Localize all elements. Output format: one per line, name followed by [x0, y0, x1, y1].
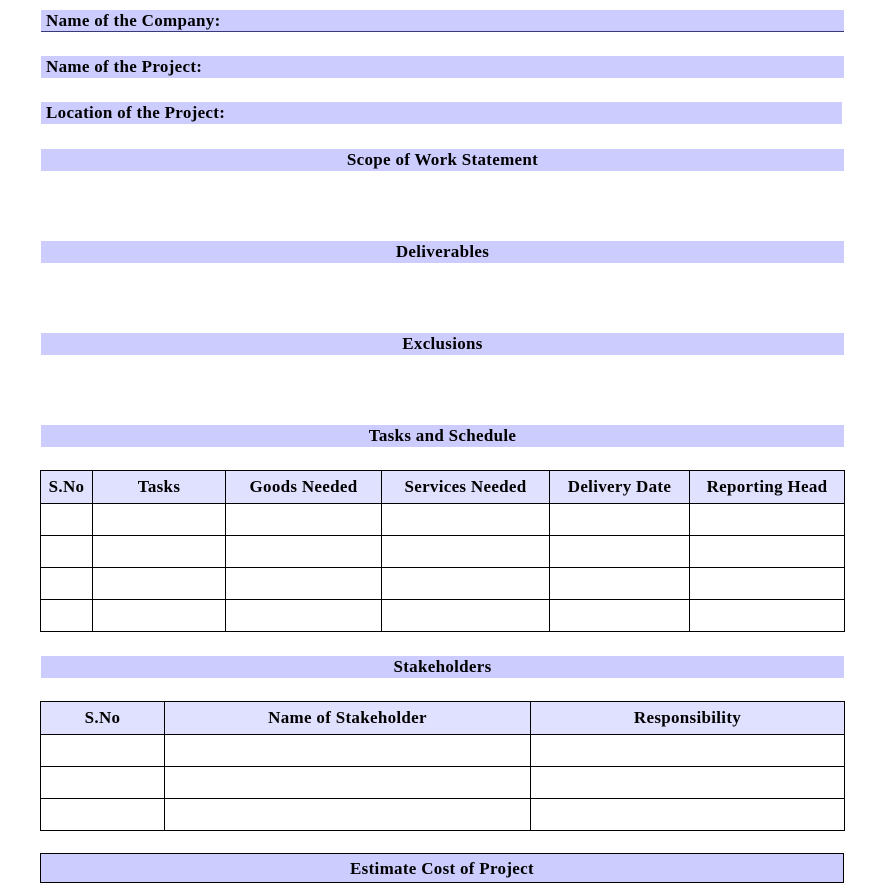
col-header-goods-needed: Goods Needed [226, 471, 382, 504]
table-cell[interactable] [382, 568, 550, 600]
table-cell[interactable] [41, 504, 93, 536]
table-row [41, 568, 845, 600]
table-row [41, 536, 845, 568]
tasks-schedule-heading: Tasks and Schedule [41, 425, 844, 447]
table-cell[interactable] [550, 600, 690, 632]
project-name-label: Name of the Project: [46, 57, 203, 76]
project-location-label: Location of the Project: [46, 103, 226, 122]
col-header-sno: S.No [41, 702, 165, 735]
table-cell[interactable] [93, 568, 226, 600]
table-cell[interactable] [226, 568, 382, 600]
table-row [41, 600, 845, 632]
table-cell[interactable] [550, 536, 690, 568]
table-cell[interactable] [531, 735, 845, 767]
table-cell[interactable] [165, 799, 531, 831]
stakeholders-table-header-row [41, 702, 845, 735]
table-row [41, 504, 845, 536]
table-cell[interactable] [531, 767, 845, 799]
table-cell[interactable] [41, 767, 165, 799]
table-cell[interactable] [226, 504, 382, 536]
col-header-sno: S.No [41, 471, 93, 504]
table-cell[interactable] [93, 600, 226, 632]
table-cell[interactable] [531, 799, 845, 831]
col-header-services-needed: Services Needed [382, 471, 550, 504]
table-cell[interactable] [41, 600, 93, 632]
col-header-responsibility: Responsibility [531, 702, 845, 735]
table-cell[interactable] [690, 504, 845, 536]
scope-heading: Scope of Work Statement [41, 149, 844, 171]
table-cell[interactable] [690, 600, 845, 632]
table-row [41, 799, 845, 831]
table-cell[interactable] [41, 799, 165, 831]
table-cell[interactable] [41, 536, 93, 568]
table-cell[interactable] [690, 568, 845, 600]
col-header-reporting-head: Reporting Head [690, 471, 845, 504]
table-cell[interactable] [226, 536, 382, 568]
table-row [41, 735, 845, 767]
table-cell[interactable] [382, 600, 550, 632]
tasks-table [40, 470, 845, 632]
project-location-field[interactable] [41, 102, 842, 124]
stakeholders-table [40, 701, 845, 831]
company-name-field[interactable] [41, 10, 844, 32]
table-cell[interactable] [690, 536, 845, 568]
table-cell[interactable] [382, 504, 550, 536]
table-cell[interactable] [550, 504, 690, 536]
estimate-cost-heading: Estimate Cost of Project [40, 853, 844, 883]
tasks-table-header-row [41, 471, 845, 504]
table-cell[interactable] [226, 600, 382, 632]
stakeholders-heading: Stakeholders [41, 656, 844, 678]
deliverables-heading: Deliverables [41, 241, 844, 263]
col-header-stakeholder-name: Name of Stakeholder [165, 702, 531, 735]
col-header-tasks: Tasks [93, 471, 226, 504]
company-name-label: Name of the Company: [46, 11, 221, 30]
table-cell[interactable] [41, 568, 93, 600]
table-row [41, 767, 845, 799]
table-cell[interactable] [165, 767, 531, 799]
table-cell[interactable] [165, 735, 531, 767]
table-cell[interactable] [93, 536, 226, 568]
table-cell[interactable] [41, 735, 165, 767]
table-cell[interactable] [93, 504, 226, 536]
table-cell[interactable] [550, 568, 690, 600]
exclusions-heading: Exclusions [41, 333, 844, 355]
table-cell[interactable] [382, 536, 550, 568]
project-name-field[interactable] [41, 56, 844, 78]
col-header-delivery-date: Delivery Date [550, 471, 690, 504]
